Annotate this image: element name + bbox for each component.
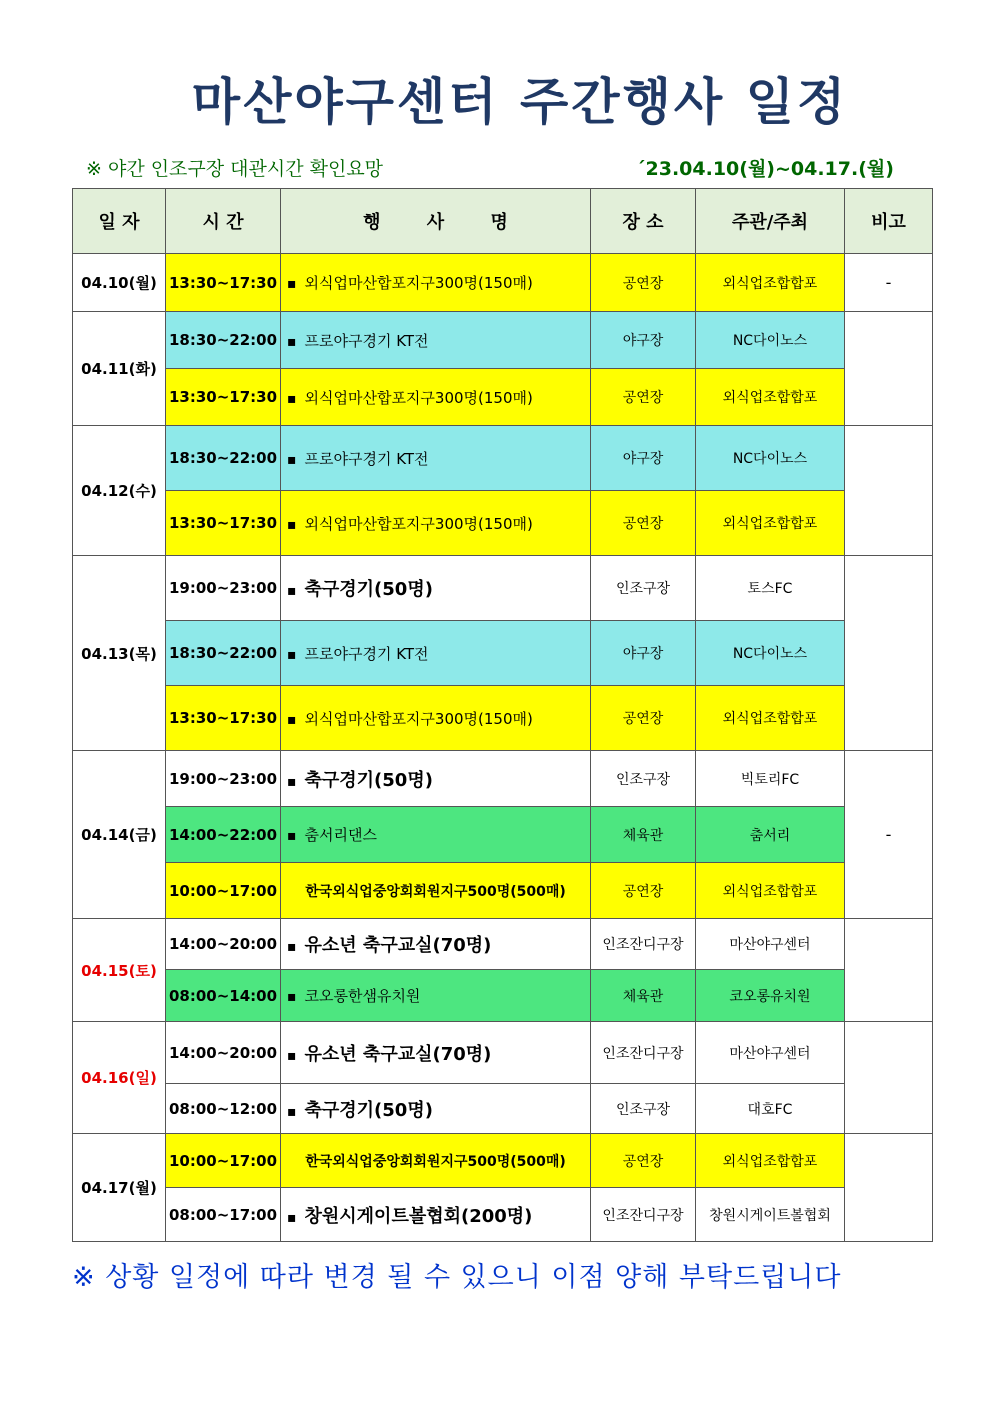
date-cell: 04.14(금) [73, 751, 166, 919]
place-cell: 체육관 [591, 807, 696, 863]
host-cell: NC다이노스 [696, 621, 845, 686]
table-row [73, 369, 933, 426]
event-cell [281, 556, 591, 621]
event-cell [281, 426, 591, 491]
event-cell [281, 621, 591, 686]
table-row [73, 556, 933, 621]
place-cell: 공연장 [591, 686, 696, 751]
host-cell: 빅토리FC [696, 751, 845, 807]
bullet-icon: ▪ [287, 333, 297, 350]
header-host: 주관/주최 [696, 189, 845, 254]
weekly-schedule-table [72, 188, 933, 1242]
date-cell: 04.16(일) [73, 1022, 166, 1134]
place-cell: 야구장 [591, 426, 696, 491]
event-name: 축구경기(50명) [304, 579, 433, 600]
note-cell [845, 919, 933, 1022]
table-row [73, 751, 933, 807]
time-cell: 10:00~17:00 [166, 863, 281, 919]
place-cell: 체육관 [591, 970, 696, 1022]
bullet-icon: ▪ [287, 989, 297, 1005]
place-cell: 인조잔디구장 [591, 919, 696, 970]
host-cell: 외식업조합합포 [696, 1134, 845, 1188]
header-date: 일 자 [73, 189, 166, 254]
time-cell: 18:30~22:00 [166, 621, 281, 686]
date-cell: 04.10(월) [73, 254, 166, 312]
place-cell: 인조구장 [591, 751, 696, 807]
place-cell: 공연장 [591, 369, 696, 426]
host-cell: 대호FC [696, 1084, 845, 1134]
event-name: 유소년 축구교실(70명) [304, 1043, 492, 1065]
place-cell: 공연장 [591, 1134, 696, 1188]
table-row [73, 863, 933, 919]
table-row [73, 1084, 933, 1134]
header-place: 장 소 [591, 189, 696, 254]
table-row [73, 254, 933, 312]
event-cell [281, 970, 591, 1022]
bullet-icon: ▪ [287, 828, 297, 844]
host-cell: 토스FC [696, 556, 845, 621]
event-name: 창원시게이트볼협회(200명) [304, 1205, 533, 1227]
time-cell: 18:30~22:00 [166, 312, 281, 369]
time-cell: 13:30~17:30 [166, 686, 281, 751]
event-name: 춤서리댄스 [304, 826, 377, 844]
event-cell [281, 686, 591, 751]
event-cell [281, 1134, 591, 1188]
event-name: 축구경기(50명) [304, 1099, 433, 1121]
event-name: 유소년 축구교실(70명) [304, 935, 492, 956]
bullet-icon: ▪ [287, 1103, 297, 1120]
event-name: 프로야구경기 KT전 [304, 449, 429, 468]
event-name: 외식업마산합포지구300명(150매) [304, 514, 533, 533]
table-row [73, 426, 933, 491]
place-cell: 인조구장 [591, 556, 696, 621]
note-cell [845, 312, 933, 426]
event-cell [281, 919, 591, 970]
table-row [73, 491, 933, 556]
place-cell: 공연장 [591, 254, 696, 312]
header-row [73, 189, 933, 254]
host-cell: 외식업조합합포 [696, 686, 845, 751]
time-cell: 14:00~22:00 [166, 807, 281, 863]
header-event: 행 사 명 [281, 189, 591, 254]
event-name: 외식업마산합포지구300명(150매) [304, 709, 533, 728]
time-cell: 18:30~22:00 [166, 426, 281, 491]
host-cell: 외식업조합합포 [696, 254, 845, 312]
host-cell: 코오롱유치원 [696, 970, 845, 1022]
event-cell [281, 491, 591, 556]
event-name: 한국외식업중앙회회원지구500명(500매) [305, 1153, 566, 1170]
table-row [73, 807, 933, 863]
date-range: ´23.04.10(월)~04.17.(월) [636, 158, 894, 180]
bullet-icon: ▪ [287, 1047, 297, 1064]
table-row [73, 1188, 933, 1242]
time-cell: 13:30~17:30 [166, 254, 281, 312]
bullet-icon: ▪ [287, 939, 297, 955]
date-cell: 04.13(목) [73, 556, 166, 751]
host-cell: 마산야구센터 [696, 1022, 845, 1084]
place-cell: 야구장 [591, 312, 696, 369]
event-cell [281, 807, 591, 863]
event-cell [281, 1188, 591, 1242]
header-time: 시 간 [166, 189, 281, 254]
event-name: 축구경기(50명) [304, 769, 433, 791]
bullet-icon: ▪ [287, 583, 297, 599]
bullet-icon: ▪ [287, 711, 297, 728]
host-cell: NC다이노스 [696, 312, 845, 369]
time-cell: 19:00~23:00 [166, 556, 281, 621]
host-cell: 창원시게이트볼협회 [696, 1188, 845, 1242]
time-cell: 13:30~17:30 [166, 369, 281, 426]
date-cell: 04.17(월) [73, 1134, 166, 1242]
page-title: 마산야구센터 주간행사 일정 [191, 73, 849, 131]
bullet-icon: ▪ [287, 516, 297, 533]
event-cell [281, 369, 591, 426]
note-cell [845, 426, 933, 556]
time-cell: 13:30~17:30 [166, 491, 281, 556]
note-cell [845, 1022, 933, 1134]
date-cell: 04.15(토) [73, 919, 166, 1022]
event-name: 프로야구경기 KT전 [304, 331, 429, 350]
event-cell [281, 312, 591, 369]
event-name: 프로야구경기 KT전 [304, 644, 429, 663]
bullet-icon: ▪ [287, 390, 297, 407]
bullet-icon: ▪ [287, 646, 297, 663]
bullet-icon: ▪ [287, 773, 297, 790]
table-row [73, 1134, 933, 1188]
event-name: 외식업마산합포지구300명(150매) [304, 274, 533, 292]
table-row [73, 621, 933, 686]
table-row [73, 1022, 933, 1084]
time-cell: 10:00~17:00 [166, 1134, 281, 1188]
note-cell: - [845, 254, 933, 312]
event-cell [281, 1022, 591, 1084]
footer-notice: ※ 상황 일정에 따라 변경 될 수 있으니 이점 양해 부탁드립니다 [72, 1262, 842, 1293]
table-row [73, 970, 933, 1022]
place-cell: 공연장 [591, 491, 696, 556]
time-cell: 08:00~14:00 [166, 970, 281, 1022]
time-cell: 14:00~20:00 [166, 1022, 281, 1084]
place-cell: 인조잔디구장 [591, 1022, 696, 1084]
date-cell: 04.12(수) [73, 426, 166, 556]
time-cell: 19:00~23:00 [166, 751, 281, 807]
place-cell: 인조구장 [591, 1084, 696, 1134]
bullet-icon: ▪ [287, 1209, 297, 1226]
night-field-notice: ※ 야간 인조구장 대관시간 확인요망 [86, 158, 384, 180]
note-cell: - [845, 751, 933, 919]
bullet-icon: ▪ [287, 276, 297, 292]
event-name: 코오롱한샘유치원 [304, 987, 421, 1005]
host-cell: 외식업조합합포 [696, 369, 845, 426]
time-cell: 08:00~17:00 [166, 1188, 281, 1242]
date-cell: 04.11(화) [73, 312, 166, 426]
host-cell: 마산야구센터 [696, 919, 845, 970]
schedule-body [73, 254, 933, 1242]
place-cell: 공연장 [591, 863, 696, 919]
note-cell [845, 556, 933, 751]
note-cell [845, 1134, 933, 1242]
event-name: 외식업마산합포지구300명(150매) [304, 388, 533, 407]
host-cell: 춤서리 [696, 807, 845, 863]
event-cell [281, 751, 591, 807]
host-cell: 외식업조합합포 [696, 491, 845, 556]
bullet-icon: ▪ [287, 451, 297, 468]
event-cell [281, 254, 591, 312]
place-cell: 야구장 [591, 621, 696, 686]
event-name: 한국외식업중앙회회원지구500명(500매) [305, 883, 566, 900]
time-cell: 14:00~20:00 [166, 919, 281, 970]
host-cell: NC다이노스 [696, 426, 845, 491]
table-row [73, 312, 933, 369]
time-cell: 08:00~12:00 [166, 1084, 281, 1134]
table-row [73, 919, 933, 970]
event-cell [281, 1084, 591, 1134]
place-cell: 인조잔디구장 [591, 1188, 696, 1242]
event-cell [281, 863, 591, 919]
host-cell: 외식업조합합포 [696, 863, 845, 919]
header-note: 비고 [845, 189, 933, 254]
table-row [73, 686, 933, 751]
